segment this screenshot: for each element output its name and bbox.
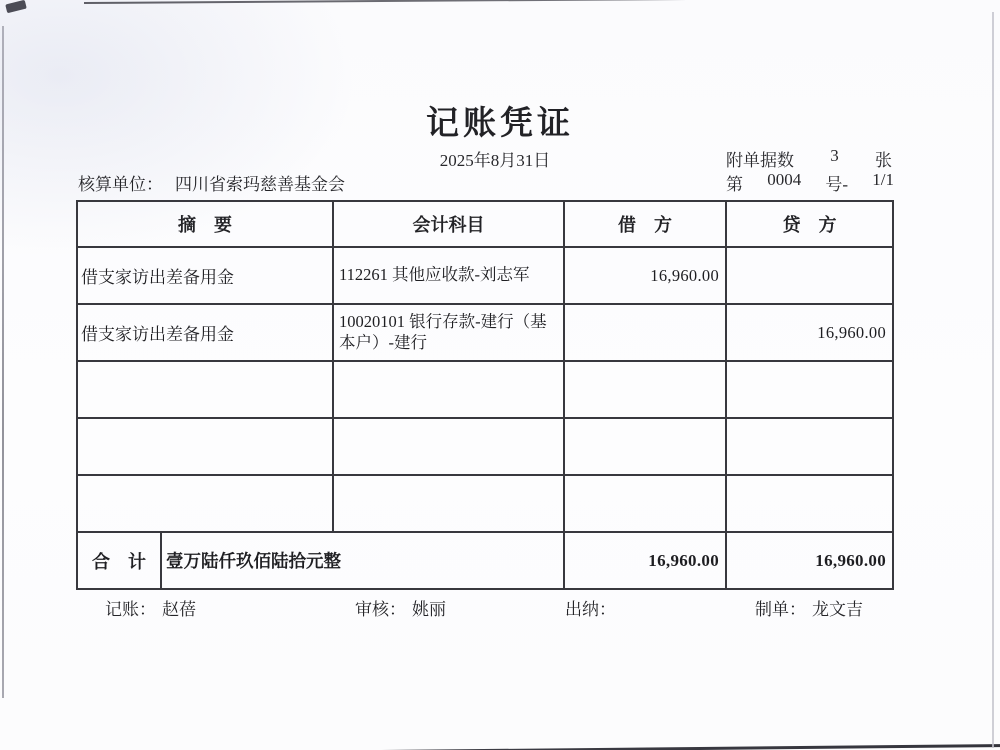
attachment-count: 3 — [830, 146, 839, 165]
row-account: 112261 其他应收款-刘志军 — [334, 248, 565, 303]
total-credit: 16,960.00 — [815, 550, 886, 570]
total-amount-in-words: 壹万陆仟玖佰陆拾元整 — [162, 533, 565, 588]
row-debit — [565, 419, 727, 474]
row-account — [334, 476, 565, 531]
signature-row — [0, 595, 1000, 621]
row-debit — [565, 305, 727, 360]
voucher-date: 2025年8月31日 — [439, 151, 551, 170]
reviewer-name: 姚丽 — [412, 600, 446, 619]
reviewer-signature — [355, 595, 446, 620]
table-total-row — [78, 533, 892, 588]
voucher-number-value: 0004 — [767, 170, 802, 189]
header-debit: 借 方 — [565, 202, 727, 246]
row-debit: 16,960.00 — [565, 248, 727, 303]
preparer-label: 制单： — [755, 600, 806, 619]
voucher-table — [76, 200, 894, 590]
row-debit — [565, 362, 727, 417]
scan-corner-mark — [5, 0, 27, 13]
bookkeeper-signature — [105, 595, 196, 620]
reviewer-label: 审核： — [355, 600, 406, 619]
table-header-row — [78, 202, 892, 248]
voucher-number — [726, 170, 894, 195]
accounting-unit — [78, 170, 345, 195]
row-summary — [78, 476, 334, 531]
cashier-signature — [565, 595, 622, 620]
row-account — [334, 362, 565, 417]
attachment-info — [726, 146, 892, 171]
voucher-page-indicator: 1/1 — [872, 170, 894, 189]
row-debit — [565, 476, 727, 531]
row-summary — [78, 362, 334, 417]
bookkeeper-label: 记账： — [105, 600, 156, 619]
scan-edge-bottom — [150, 744, 1000, 750]
total-debit: 16,960.00 — [565, 533, 727, 588]
table-row — [78, 248, 892, 305]
row-credit — [727, 248, 892, 303]
row-account: 10020101 银行存款-建行（基本户）-建行 — [334, 305, 565, 360]
preparer-signature — [755, 595, 863, 620]
attachment-label: 附单据数 — [726, 151, 794, 170]
row-summary: 借支家访出差备用金 — [78, 305, 334, 360]
bookkeeper-name: 赵蓓 — [162, 600, 196, 619]
total-label: 合 计 — [78, 533, 162, 588]
header-account: 会计科目 — [334, 202, 565, 246]
row-account — [334, 419, 565, 474]
table-row — [78, 305, 892, 362]
header-credit: 贷 方 — [782, 215, 837, 235]
attachment-unit: 张 — [875, 151, 892, 170]
row-credit: 16,960.00 — [817, 322, 886, 342]
row-summary: 借支家访出差备用金 — [78, 248, 334, 303]
voucher-number-suffix: 号- — [825, 175, 849, 194]
header-summary: 摘 要 — [78, 202, 334, 246]
row-summary — [78, 419, 334, 474]
voucher-title: 记账凭证 — [426, 106, 574, 142]
table-row — [78, 476, 892, 533]
preparer-name: 龙文吉 — [812, 600, 863, 619]
table-row — [78, 362, 892, 419]
row-credit — [727, 362, 892, 417]
row-credit — [727, 419, 892, 474]
voucher-number-prefix: 第 — [726, 175, 743, 194]
accounting-unit-name: 四川省索玛慈善基金会 — [175, 175, 345, 194]
cashier-label: 出纳： — [565, 600, 616, 619]
row-credit — [727, 476, 892, 531]
table-row — [78, 419, 892, 476]
accounting-unit-label: 核算单位： — [78, 175, 163, 194]
scan-edge-top — [84, 0, 1000, 4]
